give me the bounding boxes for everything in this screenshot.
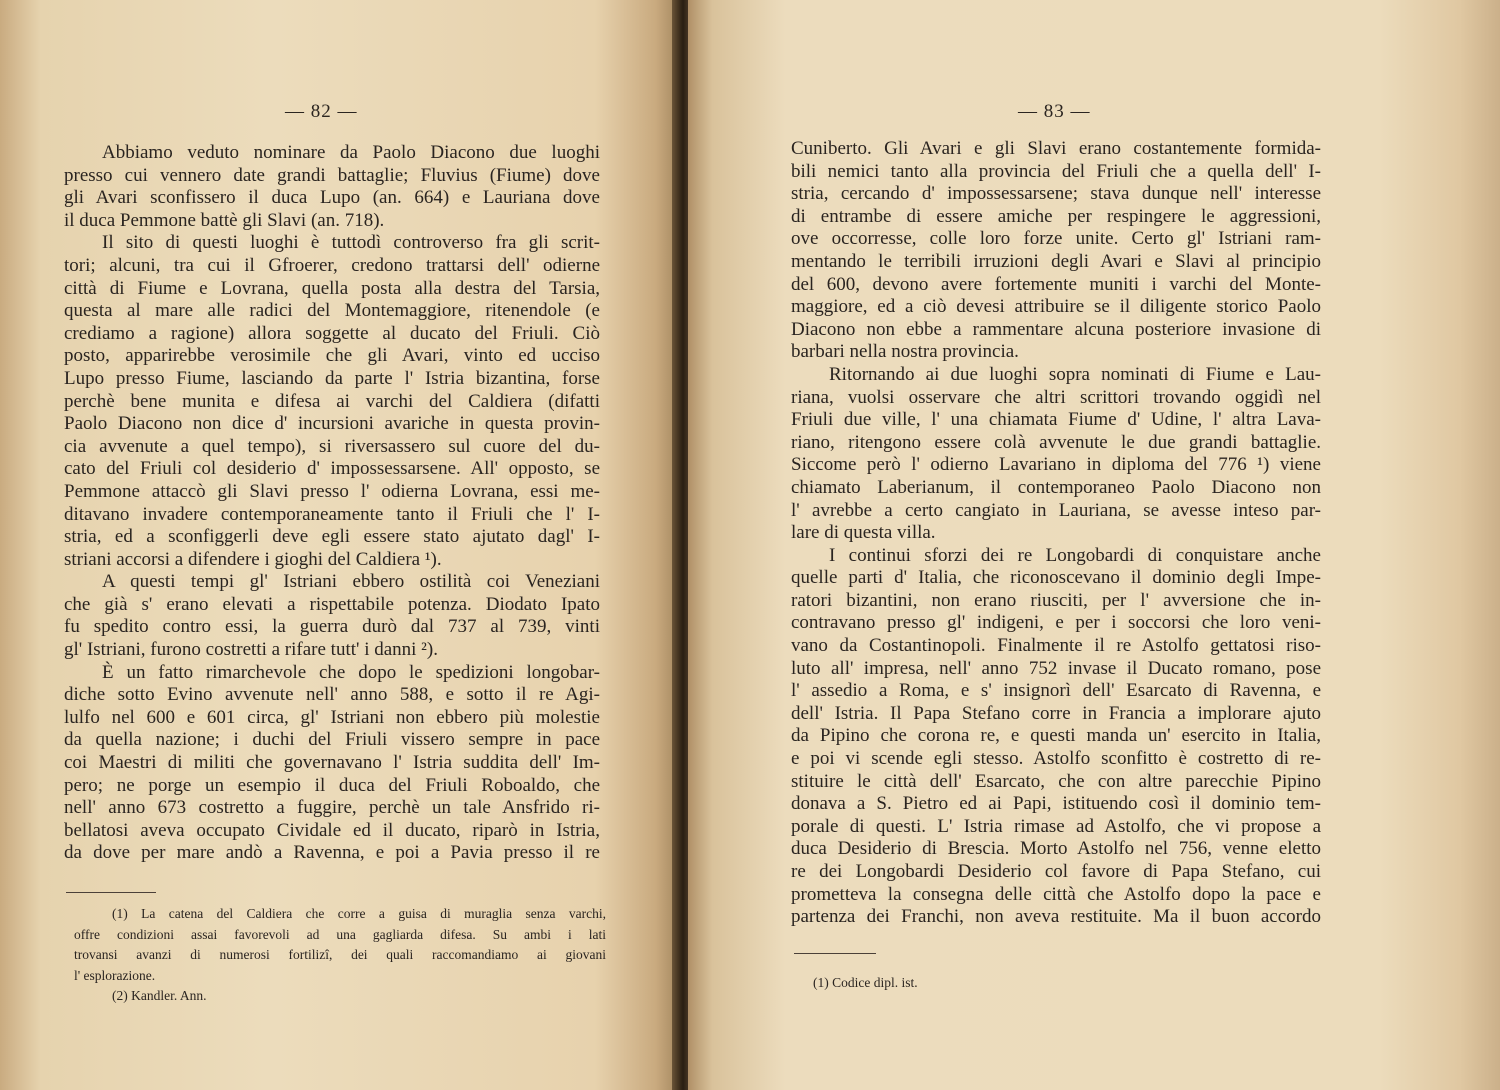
text-line: di entrambe di essere amiche per respingere le aggressioni, <box>791 205 1321 227</box>
text-line: l' avrebbe a certo cangiato in Lauriana, se avesse inteso par- <box>791 499 1321 521</box>
text-line: crediamo a ragione) allora soggette al ducato del Friuli. Ciò <box>64 322 600 344</box>
text-line: porale di questi. L' Istria rimase ad Astolfo, che vi propose a <box>791 815 1321 837</box>
text-line: pero; ne porge un esempio il duca del Friuli Roboaldo, che <box>64 774 600 796</box>
text-line: prometteva la consegna delle città che Astolfo dopo la pace e <box>791 883 1321 905</box>
footnote-separator <box>794 953 876 954</box>
text-line: cato del Friuli col desiderio d' impossessarsene. All' opposto, se <box>64 458 600 480</box>
text-line: partenza dei Franchi, non aveva restituite. Ma il buon accordo <box>791 906 1321 928</box>
text-line: da quella nazione; i duchi del Friuli vissero sempre in pace <box>64 729 600 751</box>
text-line: Ritornando ai due luoghi sopra nominati di Fiume e Lau- <box>829 363 1321 385</box>
text-line: perchè bene munita e difesa ai varchi del Caldiera (difatti <box>64 390 600 412</box>
text-line: il duca Pemmone battè gli Slavi (an. 718). <box>64 209 385 231</box>
text-line: Abbiamo veduto nominare da Paolo Diacono due luoghi <box>102 142 600 163</box>
text-line: stituire le città dell' Esarcato, che con altre parecchie Pipino <box>791 770 1321 792</box>
text-line: Siccome però l' odierno Lavariano in diploma del 776 ¹) viene <box>791 454 1321 476</box>
text-line: A questi tempi gl' Istriani ebbero ostilità coi Veneziani <box>102 571 600 593</box>
text-line: dell' Istria. Il Papa Stefano corre in Francia a implorare ajuto <box>791 702 1321 724</box>
text-line: e poi vi scende egli stesso. Astolfo sconfitto è costretto di re- <box>791 748 1321 770</box>
text-line: ratori bizantini, non erano riusciti, per l' avversione che in- <box>791 589 1321 611</box>
text-line: Cuniberto. Gli Avari e gli Slavi erano costantemente formida- <box>791 138 1321 159</box>
text-line: (1) Codice dipl. ist. <box>813 975 918 990</box>
text-line: città di Fiume e Lovrana, quella posta alla destra del Tarsia, <box>64 277 600 299</box>
text-line: trovansi avanzi di numerosi fortilizî, dei quali raccomandiamo ai giovani <box>74 947 606 962</box>
text-line: duca Desiderio di Brescia. Morto Astolfo nel 756, venne eletto <box>791 838 1321 860</box>
text-line: Pemmone attaccò gli Slavi presso l' odierna Lovrana, essi me- <box>64 480 600 502</box>
footnotes <box>813 973 1313 994</box>
text-line: barbari nella nostra provincia. <box>791 341 1019 363</box>
text-line: l' esplorazione. <box>74 967 156 983</box>
text-line: gli Avari sconfissero il duca Lupo (an. 664) e Lauriana dove <box>64 187 600 209</box>
text-line: luto all' impresa, nell' anno 752 invase il Ducato romano, pose <box>791 657 1321 679</box>
text-line: Diacono non ebbe a rammentare alcuna posteriore invasione di <box>791 318 1321 340</box>
text-line: ditavano invadere contemporaneamente tanto il Friuli che l' I- <box>64 503 600 525</box>
text-line: del 600, devono avere fortemente muniti i varchi del Monte- <box>791 273 1321 295</box>
left-page <box>0 0 676 1090</box>
text-line: fu spedito contro essi, la guerra durò dal 737 al 739, vinti <box>64 616 600 638</box>
text-line: (2) Kandler. Ann. <box>112 988 207 1003</box>
text-line: nell' anno 673 costretto a fuggire, perchè un tale Ansfrido ri- <box>64 797 600 819</box>
right-page <box>688 0 1500 1090</box>
text-line: Friuli due ville, l' una chiamata Fiume d' Udine, l' altra Lava- <box>791 409 1321 431</box>
text-line: (1) La catena del Caldiera che corre a guisa di muraglia senza varchi, <box>112 906 606 921</box>
text-line: È un fatto rimarchevole che dopo le spedizioni longobar- <box>102 661 600 683</box>
text-line: stria, cercando d' impossessarsene; stava dunque nell' interesse <box>791 183 1321 205</box>
text-line: bellatosi aveva occupato Cividale ed il ducato, riparò in Istria, <box>64 819 600 841</box>
text-line: l' assedio a Roma, e s' insignorì dell' Esarcato di Ravenna, e <box>791 680 1321 702</box>
text-line: riano, ritengono essere colà avvenute le due grandi battaglie. <box>791 431 1321 453</box>
text-line: stria, ed a sconfiggerli deve egli essere stato ajutato dagl' I- <box>64 526 600 548</box>
text-line: maggiore, ed a ciò devesi attribuire se il diligente storico Paolo <box>791 296 1321 318</box>
text-line: che già s' erano elevati a rispettabile potenza. Diodato Ipato <box>64 593 600 615</box>
footnotes <box>74 904 606 1007</box>
text-line: gl' Istriani, furono costretti a rifare tutt' i danni ²). <box>64 639 438 661</box>
text-line: coi Maestri di militi che governavano l' Istria suddita dell' Im- <box>64 752 600 774</box>
text-line: donava a S. Pietro ed ai Papi, istituendo così il dominio tem- <box>791 793 1321 815</box>
text-line: Paolo Diacono non dice d' incursioni avariche in questa provin- <box>64 413 600 435</box>
page-number: — 83 — <box>1018 101 1091 122</box>
text-line: striani accorsi a difendere i gioghi del Caldiera ¹). <box>64 548 442 570</box>
text-line: re dei Longobardi Desiderio col favore di Papa Stefano, cui <box>791 861 1321 882</box>
text-line: da dove per mare andò a Ravenna, e poi a Pavia presso il re <box>64 842 600 864</box>
text-line: diche sotto Evino avvenute nell' anno 588, e sotto il re Agi- <box>64 684 600 706</box>
text-line: offre condizioni assai favorevoli ad una gagliarda difesa. Su ambi i lati <box>74 926 606 942</box>
text-line: vano da Costantinopoli. Finalmente il re Astolfo gettatosi riso- <box>791 635 1321 657</box>
text-line: lare di questa villa. <box>791 522 936 544</box>
text-line: Il sito di questi luoghi è tuttodì controverso fra gli scrit- <box>102 232 600 254</box>
footnote-separator <box>66 892 156 893</box>
text-line: cia avvenute a quel tempo), si riversassero sul cuore del du- <box>64 435 600 457</box>
text-line: questa al mare alle radici del Montemaggiore, ritenendole (e <box>64 300 600 322</box>
text-line: mentando le terribili irruzioni degli Avari e Slavi al principio <box>791 250 1321 272</box>
text-line: quelle parti d' Italia, che riconoscevano il dominio degli Impe- <box>791 567 1321 589</box>
text-line: bili nemici tanto alla provincia del Friuli che a quella dell' I- <box>791 160 1321 182</box>
text-line: Lupo presso Fiume, lasciando da parte l' Istria bizantina, forse <box>64 367 600 389</box>
text-line: riana, vuolsi osservare che altri scrittori trovando oggidì nel <box>791 386 1321 408</box>
text-line: posto, apparirebbe verosimile che gli Avari, vinto ed ucciso <box>64 345 600 367</box>
text-line: contravano presso gl' indigeni, e per i soccorsi che loro veni- <box>791 612 1321 634</box>
text-line: chiamato Laberianum, il contemporaneo Paolo Diacono non <box>791 476 1321 498</box>
text-line: tori; alcuni, tra cui il Gfroerer, credono trattarsi dell' odierne <box>64 254 600 276</box>
body-text <box>791 138 1321 929</box>
text-line: ove occorresse, colle loro forze unite. Certo gl' Istriani ram- <box>791 228 1321 250</box>
text-line: presso cui vennero date grandi battaglie; Fluvius (Fiume) dove <box>64 164 600 186</box>
text-line: da Pipino che corona re, e questi manda un' esercito in Italia, <box>791 725 1321 747</box>
page-number: — 82 — <box>285 101 358 122</box>
text-line: I continui sforzi dei re Longobardi di conquistare anche <box>829 544 1321 566</box>
text-line: lulfo nel 600 e 601 circa, gl' Istriani non ebbero più molestie <box>64 706 600 728</box>
body-text <box>64 142 600 865</box>
